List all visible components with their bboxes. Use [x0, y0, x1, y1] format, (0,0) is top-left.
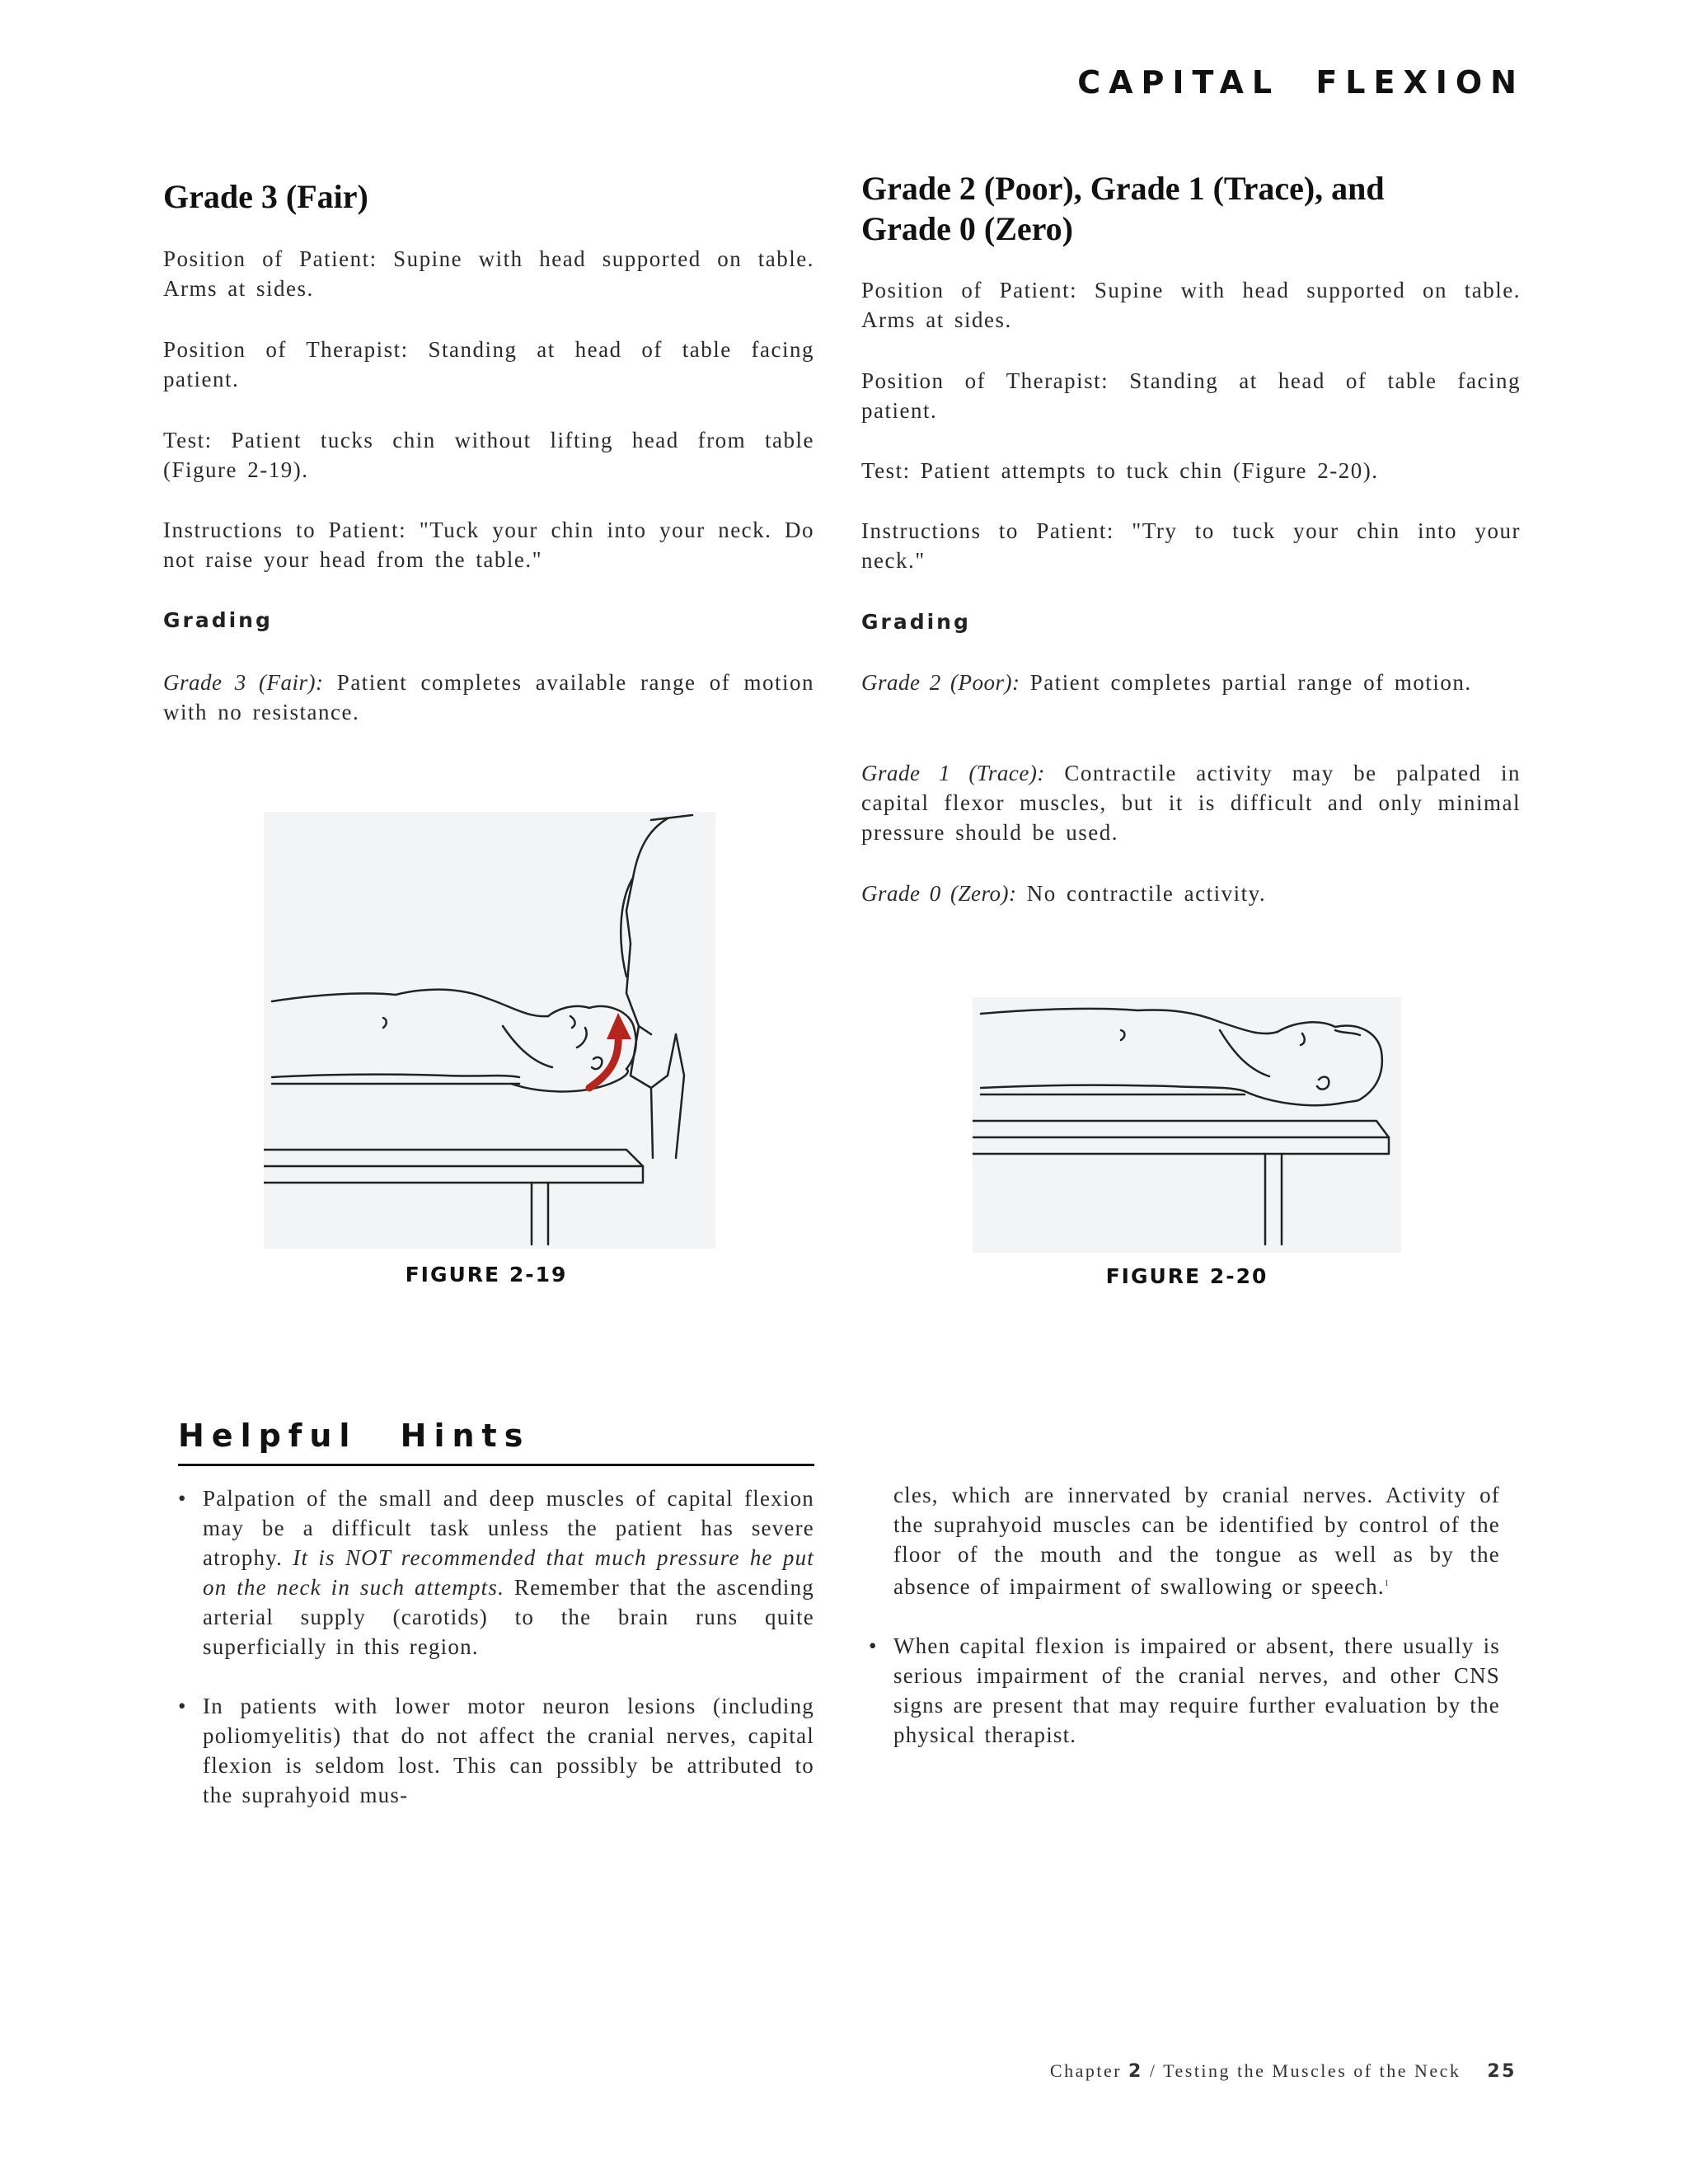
- footer-chapter-word: Chapter: [1049, 2060, 1123, 2081]
- grade0-term: Grade 0 (Zero):: [861, 881, 1017, 906]
- grade0-text: No contractile activity.: [1026, 881, 1267, 906]
- hints-list-right-items: [864, 1631, 1500, 1750]
- figure-2-19-caption: FIGURE 2-19: [405, 1263, 568, 1286]
- bullet-dot-icon: •: [869, 1633, 878, 1658]
- footer-chapter-number: 2: [1128, 2061, 1143, 2082]
- chin-tuck-arrow: [589, 1034, 618, 1088]
- grade1-text: Contractile activity may be palpated in capital flexor muscles, but it is difficult and only minimal pressure should be used.: [861, 761, 1522, 845]
- grade3-text: Patient completes available range of motion with no resistance.: [163, 670, 815, 724]
- hint2-text: In patients with lower motor neuron lesions (including poliomyelitis) that do not affect the cranial nerves, capital flexion is seldom lost. This can possibly be attributed to the suprahyoid mus-: [203, 1694, 814, 1807]
- hint1-italic: It is NOT recommended that much pressure he put on the neck in such attempts.: [203, 1545, 814, 1600]
- reference-marker: 1: [1384, 1579, 1390, 1588]
- right-position-therapist: Position of Therapist: Standing at head of table facing patient.: [861, 368, 1521, 423]
- figure-2-20-illustration: [973, 997, 1401, 1253]
- figure-2-20-caption: FIGURE 2-20: [1105, 1264, 1268, 1288]
- patient-supine-drawing: [973, 997, 1401, 1253]
- hints-list-right: [864, 1480, 1500, 1750]
- grade0-description: [861, 879, 1521, 908]
- left-grading-label: Grading: [163, 608, 273, 632]
- hints-list-left: [173, 1483, 814, 1810]
- grade3-term: Grade 3 (Fair):: [163, 670, 324, 695]
- hint-item: [173, 1483, 814, 1661]
- grade1-description: [861, 758, 1521, 847]
- helpful-hints-rule: [178, 1464, 814, 1466]
- grade3-heading: Grade 3 (Fair): [163, 178, 368, 215]
- hint3-text: When capital flexion is impaired or absent, there usually is serious impairment of the cranial nerves, and other CNS signs are present that may require further evaluation by the physical therapist.: [893, 1633, 1500, 1747]
- right-position-patient: Position of Patient: Supine with head supported on table. Arms at sides.: [861, 278, 1521, 332]
- hint1-text-a: Palpation of the small and deep muscles of capital flexion may be a difficult task unless the patient has severe atrophy.: [203, 1486, 814, 1570]
- grade2-1-0-heading-line1: Grade 2 (Poor), Grade 1 (Trace), and: [861, 170, 1385, 207]
- left-position-therapist: Position of Therapist: Standing at head of table facing patient.: [163, 337, 814, 391]
- bullet-dot-icon: •: [178, 1486, 187, 1511]
- grade2-term: Grade 2 (Poor):: [861, 670, 1020, 695]
- patient-tucking-chin-drawing: [264, 812, 715, 1249]
- hint-item: [864, 1631, 1500, 1750]
- right-test: Test: Patient attempts to tuck chin (Figure 2-20).: [861, 458, 1379, 483]
- grade2-text: Patient completes partial range of motion.: [1029, 670, 1472, 695]
- right-instructions: Instructions to Patient: "Try to tuck your chin into your neck.": [861, 518, 1521, 573]
- grade2-1-0-heading: [861, 168, 1521, 249]
- bullet-dot-icon: •: [178, 1694, 187, 1718]
- grade3-description: [163, 668, 814, 727]
- hint1-text-b: Remember that the ascending arterial supply (carotids) to the brain runs quite superficially in this region.: [203, 1575, 815, 1659]
- left-test: Test: Patient tucks chin without lifting head from table (Figure 2-19).: [163, 428, 814, 482]
- grade2-description: [861, 668, 1521, 697]
- footer-chapter-title: Testing the Muscles of the Neck: [1163, 2060, 1461, 2081]
- left-instructions: Instructions to Patient: "Tuck your chin into your neck. Do not raise your head from the table.": [163, 518, 814, 572]
- page-footer: [907, 2060, 1517, 2082]
- figure-2-19-illustration: [264, 812, 715, 1249]
- right-grading-label: Grading: [861, 610, 971, 634]
- left-position-patient: Position of Patient: Supine with head supported on table. Arms at sides.: [163, 246, 814, 301]
- grade2-1-0-heading-line2: Grade 0 (Zero): [861, 210, 1073, 247]
- helpful-hints-title: Helpful Hints: [178, 1418, 531, 1454]
- footer-separator: /: [1149, 2060, 1157, 2081]
- hint-item: [173, 1691, 814, 1810]
- grade1-term: Grade 1 (Trace):: [861, 761, 1045, 785]
- page-number: 25: [1487, 2061, 1517, 2082]
- running-head: CAPITAL FLEXION: [1077, 64, 1525, 101]
- hint2-cont-text: cles, which are innervated by cranial nerves. Activity of the suprahyoid muscles can be identified by control of the floor of the mouth and the tongue as well as by the absence of impairment of swallowing or speech.: [893, 1483, 1500, 1599]
- hint2-continuation: [864, 1480, 1500, 1601]
